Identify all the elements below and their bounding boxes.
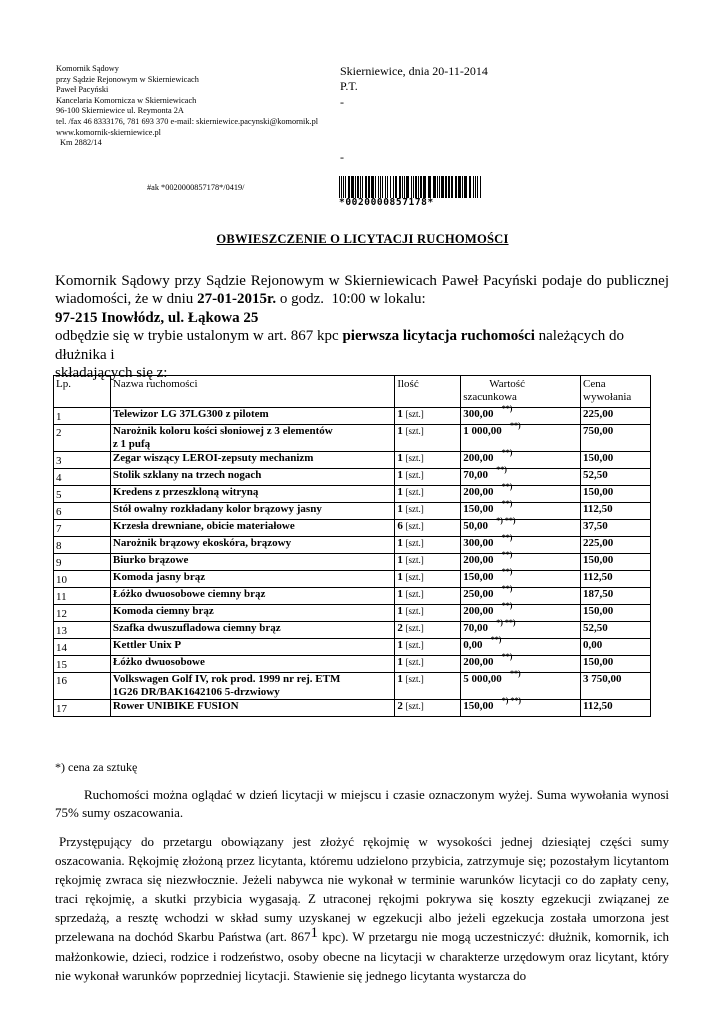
- table-row: [54, 571, 651, 588]
- row-start-price: 0,00: [581, 639, 651, 656]
- barcode-text: *0020000857178*: [339, 197, 434, 208]
- document-id: #ak *0020000857178*/0419/: [147, 183, 245, 192]
- table-header-row: [54, 376, 651, 408]
- table-row: [54, 425, 651, 452]
- row-estimated-value: [461, 465, 581, 486]
- barcode-bar: [441, 176, 444, 198]
- value-number: 70,00: [463, 622, 488, 634]
- barcode-bar: [451, 176, 453, 198]
- header-value: [461, 376, 581, 408]
- row-qty: [395, 537, 461, 554]
- sender-line: Paweł Pacyński: [56, 85, 109, 95]
- addressee-dash: -: [340, 150, 344, 164]
- value-number: 200,00: [463, 554, 494, 566]
- row-lp: 6: [54, 503, 111, 520]
- barcode-bar: [380, 176, 381, 198]
- header-name: Nazwa ruchomości: [110, 376, 394, 408]
- row-lp: 7: [54, 520, 111, 537]
- barcode-bar: [365, 176, 367, 198]
- barcode-bar: [437, 176, 438, 198]
- barcode-bar: [348, 176, 350, 198]
- barcode-bar: [420, 176, 422, 198]
- row-lp: 5: [54, 486, 111, 503]
- row-item-name: [110, 673, 394, 700]
- row-qty: [395, 520, 461, 537]
- value-mark: **): [501, 482, 513, 492]
- table-row: [54, 622, 651, 639]
- row-start-price: 37,50: [581, 520, 651, 537]
- row-lp: 13: [54, 622, 111, 639]
- value-number: 200,00: [463, 605, 494, 617]
- table-row: [54, 700, 651, 717]
- qty-number: 1: [397, 605, 403, 617]
- qty-unit: [szt.]: [405, 555, 424, 565]
- header-start-price: [581, 376, 651, 408]
- row-estimated-value: [461, 533, 581, 554]
- row-estimated-value: [461, 482, 581, 503]
- qty-number: 2: [397, 622, 403, 634]
- row-start-price: 150,00: [581, 452, 651, 469]
- value-mark: **): [501, 584, 513, 594]
- header-start-line: Cena: [583, 378, 606, 390]
- addressee-dash: -: [340, 95, 344, 109]
- table-row: [54, 639, 651, 656]
- table-row: [54, 469, 651, 486]
- header-lp: Lp.: [54, 376, 111, 408]
- value-number: 50,00: [463, 520, 488, 532]
- barcode-bar: [362, 176, 363, 198]
- intro-text: w lokalu:: [369, 291, 426, 308]
- item-name-line: Kredens z przeszkloną witryną: [112, 486, 259, 498]
- qty-unit: [szt.]: [405, 426, 424, 436]
- addressee: P.T.: [340, 79, 358, 93]
- barcode-bar: [406, 176, 409, 198]
- row-start-price: 112,50: [581, 700, 651, 717]
- qty-number: 1: [397, 452, 403, 464]
- item-name-line: Kettler Unix P: [112, 639, 182, 651]
- value-number: 200,00: [463, 452, 494, 464]
- item-name-line: Zegar wiszący LEROI-zepsuty mechanizm: [112, 452, 314, 464]
- items-body: [54, 404, 651, 717]
- qty-unit: [szt.]: [405, 504, 424, 514]
- auction-address-text: 97-215 Inowłódz, ul. Łąkowa 25: [55, 309, 259, 326]
- item-name-line: Narożnik brązowy ekoskóra, brązowy: [112, 537, 292, 549]
- row-item-name: [110, 622, 394, 639]
- value-number: 200,00: [463, 486, 494, 498]
- barcode-bar: [341, 176, 342, 198]
- row-qty: [395, 700, 461, 717]
- item-name-line: 1G26 DR/BAK1642106 5-drzwiowy: [112, 686, 280, 698]
- row-estimated-value: [461, 499, 581, 520]
- sender-block: [56, 64, 318, 149]
- header-value-line: Wartość: [489, 378, 525, 390]
- qty-unit: [szt.]: [405, 606, 424, 616]
- qty-number: 1: [397, 537, 403, 549]
- row-start-price: 225,00: [581, 537, 651, 554]
- intro-text: odbędzie się w trybie ustalonym w art. 867 kpc: [55, 328, 339, 345]
- item-name-line: Volkswagen Golf IV, rok prod. 1999 nr rej. ETM: [112, 673, 341, 685]
- row-qty: [395, 622, 461, 639]
- value-mark: **): [490, 635, 502, 645]
- row-estimated-value: [461, 696, 581, 717]
- row-qty: [395, 605, 461, 622]
- qty-number: 1: [397, 554, 403, 566]
- sender-line: Kancelaria Komornicza w Skierniewicach: [56, 95, 197, 105]
- value-number: 150,00: [463, 700, 494, 712]
- row-item-name: [110, 605, 394, 622]
- value-number: 300,00: [463, 537, 494, 549]
- intro-line: składających się z:: [55, 365, 168, 382]
- qty-number: 1: [397, 571, 403, 583]
- row-estimated-value: [461, 618, 581, 639]
- barcode-bar: [355, 176, 356, 198]
- row-lp: 1: [54, 408, 111, 425]
- auction-type: pierwsza licytacja ruchomości: [342, 328, 535, 345]
- intro-line: Komornik Sądowy przy Sądzie Rejonowym w Skierniewicach Paweł Pacyński podaje do publicznej: [55, 273, 669, 289]
- qty-unit: [szt.]: [405, 470, 424, 480]
- barcode-bar: [480, 176, 481, 198]
- table-row: [54, 408, 651, 425]
- barcode-bar: [418, 176, 419, 198]
- row-qty: [395, 452, 461, 469]
- row-qty: [395, 486, 461, 503]
- row-lp: 16: [54, 673, 111, 700]
- qty-number: 1: [397, 425, 403, 437]
- qty-number: 1: [397, 469, 403, 481]
- barcode-bar: [357, 176, 359, 198]
- row-start-price: 187,50: [581, 588, 651, 605]
- row-item-name: [110, 639, 394, 656]
- qty-number: 1: [397, 408, 403, 420]
- document-title: OBWIESZCZENIE O LICYTACJI RUCHOMOŚCI: [216, 232, 509, 246]
- row-qty: [395, 408, 461, 425]
- row-item-name: [110, 571, 394, 588]
- item-name-line: Stolik szklany na trzech nogach: [112, 469, 262, 481]
- qty-number: 2: [397, 700, 403, 712]
- item-name-line: Telewizor LG 37LG300 z pilotem: [112, 408, 269, 420]
- barcode-bar: [445, 176, 447, 198]
- barcode-bar: [439, 176, 440, 198]
- qty-unit: [szt.]: [405, 640, 424, 650]
- row-lp: 12: [54, 605, 111, 622]
- barcode-bar: [375, 176, 376, 198]
- qty-number: 1: [397, 503, 403, 515]
- intro-line: [55, 290, 669, 308]
- value-mark: *) **): [501, 696, 522, 706]
- item-name-line: z 1 pufą: [112, 438, 151, 450]
- value-mark: **): [501, 567, 513, 577]
- row-lp: 11: [54, 588, 111, 605]
- place-date: Skierniewice, dnia 20-11-2014: [340, 64, 488, 78]
- qty-number: 1: [397, 656, 403, 668]
- row-start-price: 112,50: [581, 571, 651, 588]
- deposit-paragraph: [55, 832, 669, 985]
- row-item-name: [110, 452, 394, 469]
- qty-number: 1: [397, 673, 403, 685]
- intro-text: należących do dłużnika i: [55, 328, 625, 363]
- table-row: [54, 520, 651, 537]
- qty-number: 1: [397, 639, 403, 651]
- barcode-bar: [368, 176, 370, 198]
- barcode-bar: [475, 176, 476, 198]
- item-name-line: Krzesła drewniane, obicie materiałowe: [112, 520, 295, 532]
- barcode-bar: [339, 176, 340, 198]
- value-mark: **): [501, 448, 513, 458]
- row-start-price: 52,50: [581, 469, 651, 486]
- value-number: 1 000,00: [463, 425, 502, 437]
- barcode-bar: [395, 176, 397, 198]
- row-item-name: [110, 486, 394, 503]
- barcode-bar: [413, 176, 414, 198]
- article-superscript: 1: [310, 925, 319, 941]
- value-number: 70,00: [463, 469, 488, 481]
- row-qty: [395, 425, 461, 452]
- row-item-name: [110, 503, 394, 520]
- deposit-text: Przystępujący do przetargu obowiązany jest złożyć rękojmię w wysokości jednej dziesiątej części sumy oszacowania. Rękojmię złożoną przez licytanta, któremu udzielono przybicia, zatrzymuje się; pozostałym licytantom rękojmię zwraca się niezwłocznie. Jeżeli nabywca nie wykonał w terminie warunków licytacji co do zapłaty ceny, traci rękojmię, a skutki przybicia wygasają. Z utraconej rękojmi pokrywa się koszty egzekucji związanej ze sprzedażą, a resztę wchodzi w skład sumy uzyskanej w egzekucji albo jeżeli egzekucja została umorzona jest przelewana na dochód Skarbu Państwa (art. 867: [55, 834, 669, 944]
- value-mark: **): [509, 669, 521, 679]
- table-row: [54, 452, 651, 469]
- header-start-line: wywołania: [583, 391, 632, 403]
- value-number: 200,00: [463, 656, 494, 668]
- item-name-line: Stół owalny rozkładany kolor brązowy jasny: [112, 503, 322, 515]
- row-estimated-value: [461, 421, 581, 452]
- row-estimated-value: [461, 635, 581, 656]
- barcode-bar: [473, 176, 474, 198]
- item-name-line: Komoda ciemny brąz: [112, 605, 214, 617]
- barcode-bar: [345, 176, 346, 198]
- qty-number: 1: [397, 588, 403, 600]
- value-mark: **): [501, 499, 513, 509]
- value-mark: **): [496, 465, 507, 475]
- table-row: [54, 486, 651, 503]
- intro-text: wiadomości, że w dniu: [55, 291, 194, 308]
- value-number: 250,00: [463, 588, 494, 600]
- value-mark: *) **): [496, 618, 516, 628]
- barcode-bar: [385, 176, 386, 198]
- table-row: [54, 503, 651, 520]
- value-mark: **): [501, 550, 513, 560]
- barcode-bar: [433, 176, 436, 198]
- barcode-bar: [371, 176, 374, 198]
- row-estimated-value: [461, 550, 581, 571]
- row-item-name: [110, 425, 394, 452]
- qty-unit: [szt.]: [405, 589, 424, 599]
- row-item-name: [110, 700, 394, 717]
- barcode-bar: [415, 176, 417, 198]
- barcode-bar: [455, 176, 457, 198]
- row-item-name: [110, 520, 394, 537]
- row-start-price: 150,00: [581, 656, 651, 673]
- row-qty: [395, 673, 461, 700]
- intro-paragraph: [55, 272, 669, 382]
- row-qty: [395, 503, 461, 520]
- qty-unit: [szt.]: [405, 409, 424, 419]
- sender-line: tel. /fax 46 8333176, 781 693 370 e-mail: skierniewice.pacynski@komornik.pl: [56, 116, 319, 126]
- item-name-line: Narożnik koloru kości słoniowej z 3 elementów: [112, 425, 333, 437]
- row-estimated-value: [461, 601, 581, 622]
- sender-line: www.komornik-skierniewice.pl: [56, 127, 161, 137]
- sender-line: przy Sądzie Rejonowym w Skierniewicach: [56, 74, 199, 84]
- qty-unit: [szt.]: [405, 701, 424, 711]
- value-number: 150,00: [463, 503, 494, 515]
- auction-date: 27-01-2015r.: [197, 291, 277, 308]
- row-start-price: 112,50: [581, 503, 651, 520]
- barcode-bar: [411, 176, 412, 198]
- barcode-bar: [387, 176, 388, 198]
- barcode-bar: [343, 176, 344, 198]
- row-start-price: 150,00: [581, 605, 651, 622]
- barcode-bar: [458, 176, 461, 198]
- barcode-bar: [402, 176, 403, 198]
- item-name-line: Szafka dwuszufladowa ciemny brąz: [112, 622, 281, 634]
- table-row: [54, 588, 651, 605]
- value-mark: **): [501, 533, 513, 543]
- row-lp: 3: [54, 452, 111, 469]
- row-start-price: 225,00: [581, 408, 651, 425]
- row-estimated-value: [461, 567, 581, 588]
- viewing-paragraph: Ruchomości można oglądać w dzień licytacji w miejscu i czasie oznaczonym wyżej. Suma wywołania wynosi 75% sumy oszacowania.: [55, 787, 669, 820]
- table-row: [54, 537, 651, 554]
- row-lp: 17: [54, 700, 111, 717]
- row-qty: [395, 588, 461, 605]
- row-qty: [395, 639, 461, 656]
- barcode-bar: [469, 176, 471, 198]
- value-mark: **): [509, 421, 521, 431]
- row-lp: 4: [54, 469, 111, 486]
- qty-unit: [szt.]: [405, 674, 424, 684]
- value-number: 5 000,00: [463, 673, 502, 685]
- qty-unit: [szt.]: [405, 657, 424, 667]
- qty-unit: [szt.]: [405, 521, 424, 531]
- item-name-line: Biurko brązowe: [112, 554, 189, 566]
- barcode: [339, 176, 481, 206]
- barcode-bar: [399, 176, 401, 198]
- table-row: [54, 605, 651, 622]
- item-name-line: Łóżko dwuosobowe ciemny brąz: [112, 588, 266, 600]
- qty-unit: [szt.]: [405, 538, 424, 548]
- barcode-bars: [339, 176, 481, 198]
- qty-unit: [szt.]: [405, 453, 424, 463]
- value-mark: **): [501, 601, 513, 611]
- qty-number: 6: [397, 520, 403, 532]
- barcode-bar: [382, 176, 383, 198]
- row-lp: 2: [54, 425, 111, 452]
- value-mark: *) **): [496, 516, 516, 526]
- item-name-line: Rower UNIBIKE FUSION: [112, 700, 239, 712]
- barcode-bar: [390, 176, 391, 198]
- row-item-name: [110, 408, 394, 425]
- value-number: 0,00: [463, 639, 483, 651]
- row-qty: [395, 469, 461, 486]
- barcode-bar: [428, 176, 431, 198]
- row-item-name: [110, 537, 394, 554]
- row-lp: 10: [54, 571, 111, 588]
- place-date-block: [340, 64, 488, 94]
- table-row: [54, 656, 651, 673]
- row-qty: [395, 554, 461, 571]
- value-mark: **): [501, 404, 513, 414]
- row-estimated-value: [461, 584, 581, 605]
- auction-address: [55, 309, 669, 327]
- row-qty: [395, 571, 461, 588]
- row-lp: 8: [54, 537, 111, 554]
- barcode-bar: [448, 176, 450, 198]
- qty-unit: [szt.]: [405, 487, 424, 497]
- items-table: [53, 375, 651, 717]
- barcode-bar: [404, 176, 405, 198]
- row-start-price: 3 750,00: [581, 673, 651, 700]
- barcode-bar: [360, 176, 361, 198]
- intro-text: o godz.: [279, 291, 325, 308]
- barcode-bar: [351, 176, 354, 198]
- sender-line: 96-100 Skierniewice ul. Reymonta 2A: [56, 106, 184, 116]
- header-value-line: szacunkowa: [463, 391, 517, 403]
- value-number: 150,00: [463, 571, 494, 583]
- barcode-bar: [393, 176, 394, 198]
- footnote: *) cena za sztukę: [55, 760, 138, 774]
- auction-time: 10:00: [331, 291, 366, 308]
- row-lp: 9: [54, 554, 111, 571]
- row-estimated-value: [461, 516, 581, 537]
- item-name-line: Łóżko dwuosobowe: [112, 656, 205, 668]
- row-start-price: 52,50: [581, 622, 651, 639]
- table-row: [54, 554, 651, 571]
- barcode-bar: [423, 176, 426, 198]
- deposit-text: kpc). W przetargu nie mogą uczestniczyć: dłużnik, komornik, ich małżonkowie, dzieci, rodzice i rodzeństwo, osoby obecne na licytacji w charakterze urzędowym oraz licytant, który nie wykonał warunków poprzedniej licytacji. Stawienie się jednego licytanta wystarcza do: [55, 929, 670, 983]
- row-lp: 14: [54, 639, 111, 656]
- barcode-bar: [462, 176, 463, 198]
- row-item-name: [110, 469, 394, 486]
- case-number: Km 2882/14: [60, 138, 102, 148]
- row-item-name: [110, 554, 394, 571]
- sender-line: Komornik Sądowy: [56, 64, 119, 73]
- row-start-price: 150,00: [581, 486, 651, 503]
- qty-unit: [szt.]: [405, 572, 424, 582]
- row-item-name: [110, 588, 394, 605]
- qty-number: 1: [397, 486, 403, 498]
- item-name-line: Komoda jasny brąz: [112, 571, 206, 583]
- qty-unit: [szt.]: [405, 623, 424, 633]
- row-start-price: 750,00: [581, 425, 651, 452]
- row-item-name: [110, 656, 394, 673]
- row-start-price: 150,00: [581, 554, 651, 571]
- row-qty: [395, 656, 461, 673]
- barcode-bar: [477, 176, 478, 198]
- row-estimated-value: [461, 448, 581, 469]
- value-mark: **): [501, 652, 513, 662]
- barcode-bar: [378, 176, 379, 198]
- row-lp: 15: [54, 656, 111, 673]
- table-row: [54, 673, 651, 700]
- value-number: 300,00: [463, 408, 494, 420]
- barcode-bar: [464, 176, 467, 198]
- intro-line: [55, 327, 669, 364]
- header-qty: Ilość: [395, 376, 461, 408]
